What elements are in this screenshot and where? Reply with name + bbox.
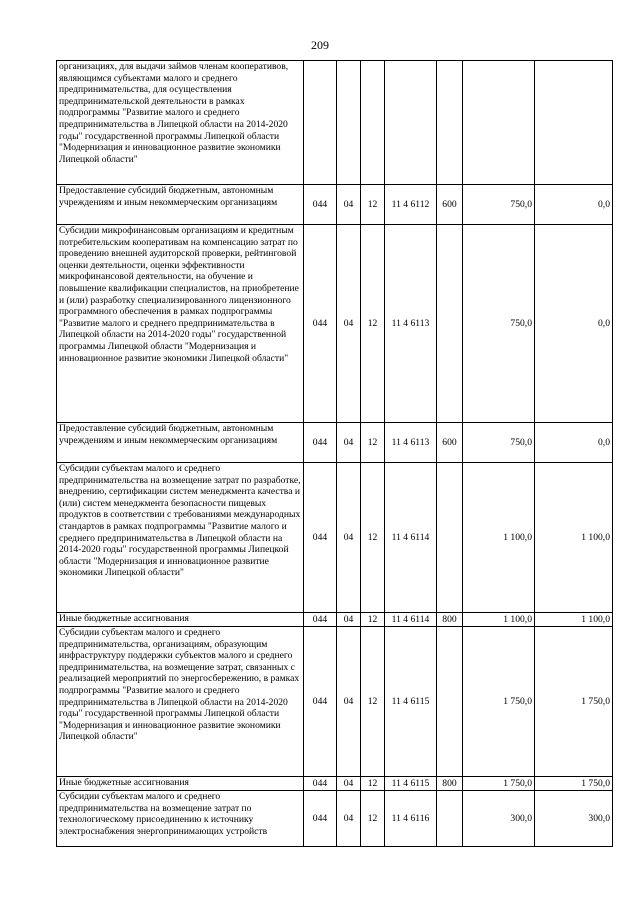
section-code: 04 xyxy=(337,777,361,791)
target-article-code: 11 4 6115 xyxy=(385,777,437,791)
ministry-code: 044 xyxy=(304,791,337,847)
row-description: Субсидии субъектам малого и среднего предпринимательства на возмещение затрат по технологическому присоединению к источнику электроснабжения энергопринимающих устройств xyxy=(57,791,304,847)
amount-year-1: 1 750,0 xyxy=(463,627,535,777)
expense-type-code xyxy=(437,463,463,613)
ministry-code: 044 xyxy=(304,627,337,777)
target-article-code: 11 4 6113 xyxy=(385,225,437,423)
section-code: 04 xyxy=(337,627,361,777)
subsection-code: 12 xyxy=(361,777,385,791)
amount-year-1 xyxy=(463,61,535,185)
amount-year-2: 300,0 xyxy=(535,791,613,847)
ministry-code: 044 xyxy=(304,423,337,463)
page-number: 209 xyxy=(311,38,329,52)
amount-year-2: 1 100,0 xyxy=(535,463,613,613)
ministry-code: 044 xyxy=(304,463,337,613)
amount-year-2: 1 750,0 xyxy=(535,627,613,777)
target-article-code: 11 4 6116 xyxy=(385,791,437,847)
row-description: Иные бюджетные ассигнования xyxy=(57,613,304,627)
amount-year-2 xyxy=(535,61,613,185)
target-article-code: 11 4 6114 xyxy=(385,463,437,613)
row-description: Иные бюджетные ассигнования xyxy=(57,777,304,791)
expense-type-code: 600 xyxy=(437,423,463,463)
subsection-code: 12 xyxy=(361,225,385,423)
table-row xyxy=(57,463,613,613)
row-description: Предоставление субсидий бюджетным, автономным учреждениям и иным некоммерческим организациям xyxy=(57,423,304,463)
amount-year-1: 300,0 xyxy=(463,791,535,847)
section-code: 04 xyxy=(337,185,361,225)
table-row xyxy=(57,777,613,791)
table-body xyxy=(57,61,613,847)
subsection-code: 12 xyxy=(361,613,385,627)
target-article-code xyxy=(385,61,437,185)
subsection-code xyxy=(361,61,385,185)
table-row xyxy=(57,423,613,463)
row-description: Субсидии микрофинансовым организациям и кредитным потребительским кооперативам на компенсацию затрат по проведению внешней аудиторской проверки, рейтинговой оценки деятельности, оценки эффективности микрофинансовой деятельности, на обучение и повышение квалификации специалистов, на приобретение и (или) разработку специализированного лицензионного программного обеспечения в рамках подпрограммы "Развитие малого и среднего предпринимательства в Липецкой области на 2014-2020 годы" государственной программы Липецкой области "Модернизация и инновационное развитие экономики Липецкой области" xyxy=(57,225,304,423)
section-code: 04 xyxy=(337,613,361,627)
target-article-code: 11 4 6114 xyxy=(385,613,437,627)
table-row xyxy=(57,627,613,777)
ministry-code: 044 xyxy=(304,613,337,627)
subsection-code: 12 xyxy=(361,185,385,225)
amount-year-1: 1 100,0 xyxy=(463,613,535,627)
amount-year-2: 1 100,0 xyxy=(535,613,613,627)
amount-year-1: 750,0 xyxy=(463,225,535,423)
ministry-code: 044 xyxy=(304,225,337,423)
amount-year-1: 1 750,0 xyxy=(463,777,535,791)
subsection-code: 12 xyxy=(361,463,385,613)
section-code: 04 xyxy=(337,463,361,613)
section-code: 04 xyxy=(337,423,361,463)
section-code: 04 xyxy=(337,225,361,423)
target-article-code: 11 4 6115 xyxy=(385,627,437,777)
table-row xyxy=(57,185,613,225)
amount-year-2: 1 750,0 xyxy=(535,777,613,791)
expense-type-code: 600 xyxy=(437,185,463,225)
table-row xyxy=(57,61,613,185)
table-row xyxy=(57,613,613,627)
amount-year-1: 1 100,0 xyxy=(463,463,535,613)
section-code xyxy=(337,61,361,185)
section-code: 04 xyxy=(337,791,361,847)
expense-type-code xyxy=(437,225,463,423)
expense-type-code: 800 xyxy=(437,613,463,627)
amount-year-2: 0,0 xyxy=(535,423,613,463)
budget-table xyxy=(56,60,613,847)
subsection-code: 12 xyxy=(361,627,385,777)
expense-type-code: 800 xyxy=(437,777,463,791)
amount-year-2: 0,0 xyxy=(535,185,613,225)
row-description: организациях, для выдачи займов членам кооперативов, являющимся субъектами малого и среднего предпринимательства, для осуществления предпринимательской деятельности в рамках подпрограммы "Развитие малого и среднего предпринимательства в Липецкой области на 2014-2020 годы" государственной программы Липецкой области "Модернизация и инновационное развитие экономики Липецкой области" xyxy=(57,61,304,185)
table-row xyxy=(57,225,613,423)
ministry-code: 044 xyxy=(304,777,337,791)
expense-type-code xyxy=(437,61,463,185)
subsection-code: 12 xyxy=(361,423,385,463)
amount-year-1: 750,0 xyxy=(463,423,535,463)
row-description: Субсидии субъектам малого и среднего предпринимательства, организациям, образующим инфраструктуру поддержки субъектов малого и среднего предпринимательства, на возмещение затрат, связанных с реализацией мероприятий по энергосбережению, в рамках подпрограммы "Развитие малого и среднего предпринимательства в Липецкой области на 2014-2020 годы" государственной программы Липецкой области "Модернизация и инновационное развитие экономики Липецкой области" xyxy=(57,627,304,777)
expense-type-code xyxy=(437,627,463,777)
amount-year-2: 0,0 xyxy=(535,225,613,423)
target-article-code: 11 4 6112 xyxy=(385,185,437,225)
row-description: Субсидии субъектам малого и среднего предпринимательства на возмещение затрат по разработке, внедрению, сертификации систем менеджмента качества и (или) систем менеджмента безопасности пищевых продуктов в соответствии с требованиями международных стандартов в рамках подпрограммы "Развитие малого и среднего предпринимательства в Липецкой области на 2014-2020 годы" государственной программы Липецкой области "Модернизация и инновационное развитие экономики Липецкой области" xyxy=(57,463,304,613)
ministry-code: 044 xyxy=(304,185,337,225)
ministry-code xyxy=(304,61,337,185)
amount-year-1: 750,0 xyxy=(463,185,535,225)
row-description: Предоставление субсидий бюджетным, автономным учреждениям и иным некоммерческим организациям xyxy=(57,185,304,225)
expense-type-code xyxy=(437,791,463,847)
table-row xyxy=(57,791,613,847)
subsection-code: 12 xyxy=(361,791,385,847)
target-article-code: 11 4 6113 xyxy=(385,423,437,463)
